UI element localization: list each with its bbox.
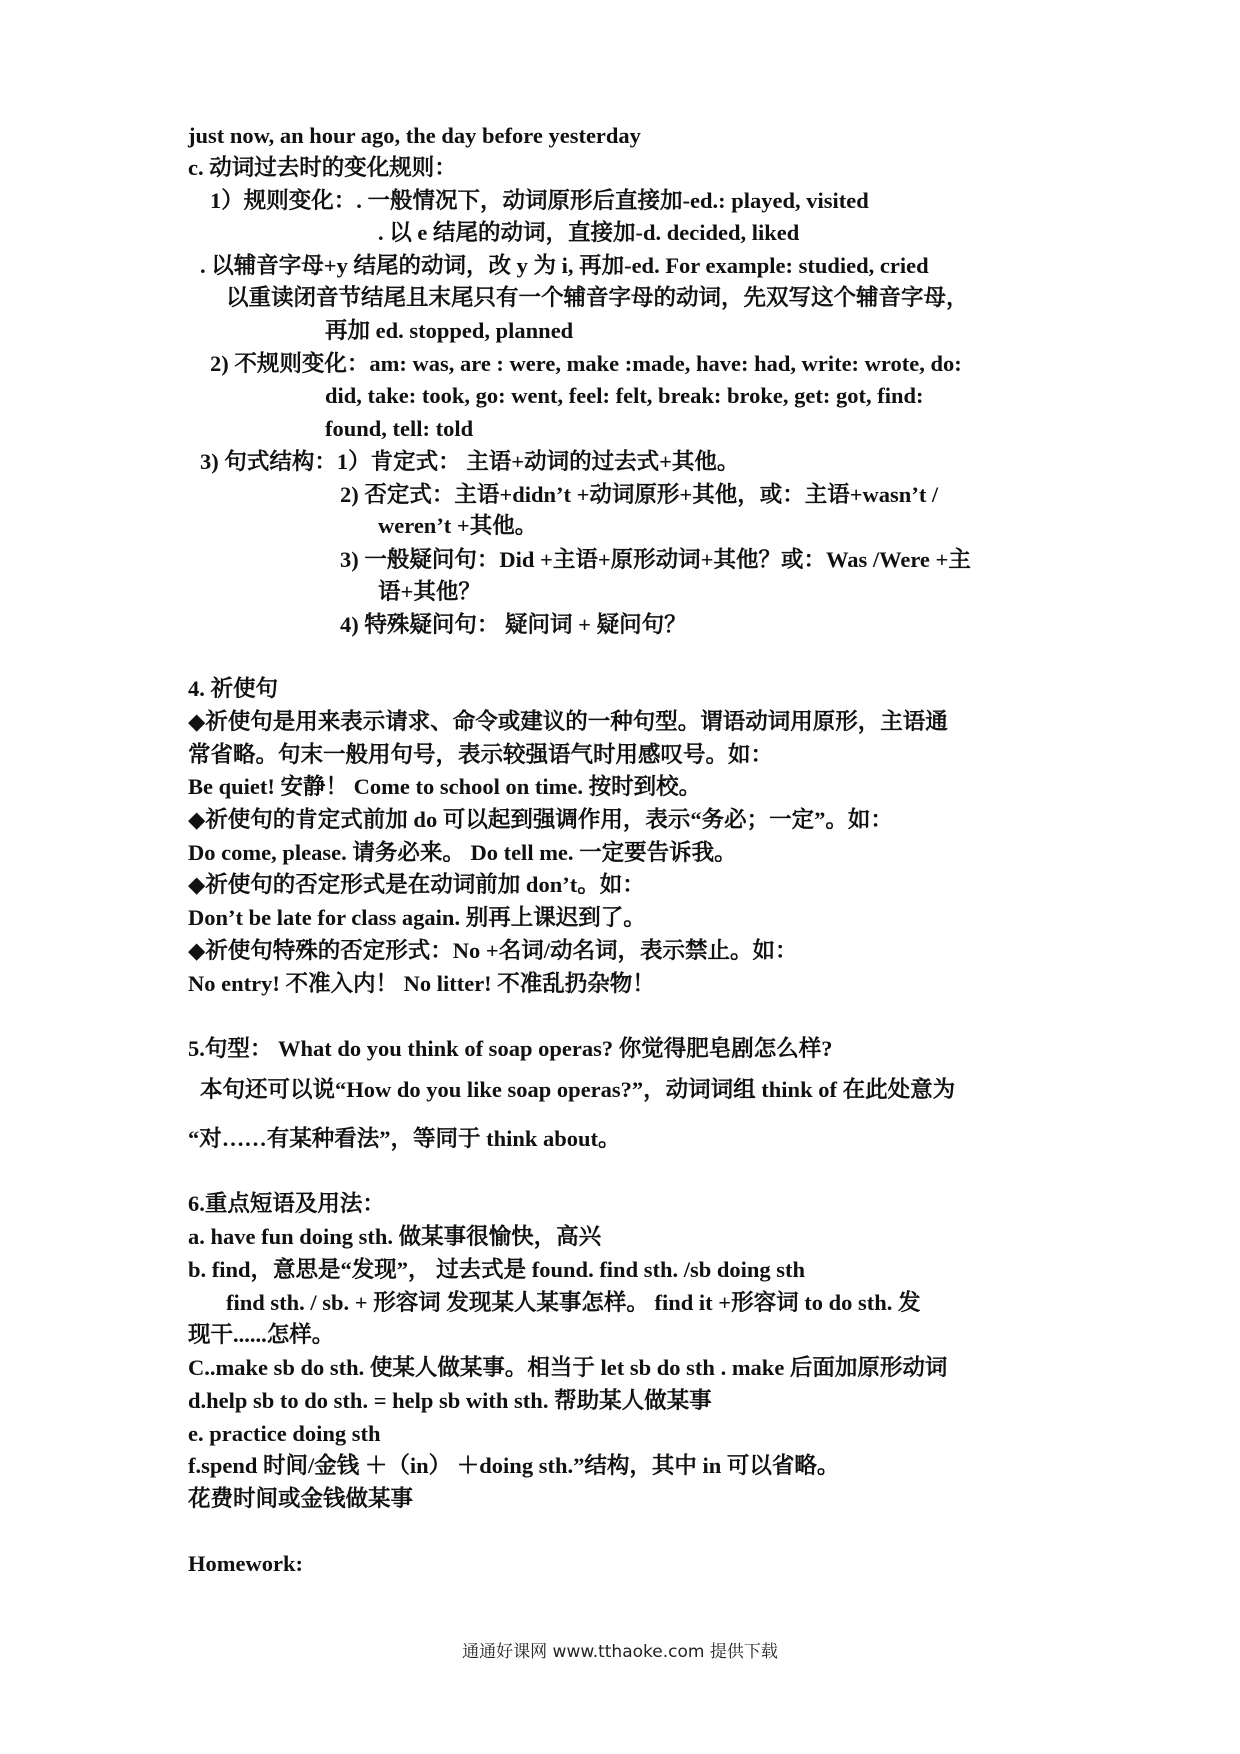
text-line: 4) 特殊疑问句： 疑问词 + 疑问句？ [340, 612, 687, 637]
page-footer: 通通好课网 www.tthaoke.com 提供下载 [462, 1642, 778, 1662]
text-line: . 以辅音字母+y 结尾的动词，改 y 为 i, 再加-ed. For example: studied, cried [200, 253, 929, 278]
text-line: 1）规则变化：. 一般情况下，动词原形后直接加-ed.: played, visited [210, 188, 869, 213]
section-heading: 4. 祈使句 [188, 676, 279, 701]
text-line: d.help sb to do sth. = help sb with sth. 帮助某人做某事 [188, 1388, 712, 1413]
text-line: weren’t +其他。 [378, 513, 538, 538]
text-line: 再加 ed. stopped, planned [325, 318, 574, 343]
text-line: 2) 不规则变化：am: was, are : were, make :made, have: had, write: wrote, do: [210, 351, 962, 376]
text-line: ◆祈使句是用来表示请求、命令或建议的一种句型。谓语动词用原形，主语通 [188, 709, 948, 734]
text-line: did, take: took, go: went, feel: felt, break: broke, get: got, find: [325, 383, 924, 408]
section-heading: 6.重点短语及用法： [188, 1191, 385, 1216]
text-line: 2) 否定式：主语+didn’t +动词原形+其他，或：主语+wasn’t / [340, 482, 939, 507]
text-line: ◆祈使句的肯定式前加 do 可以起到强调作用，表示“务必；一定”。如： [188, 807, 893, 832]
text-line: 3) 一般疑问句：Did +主语+原形动词+其他？或：Was /Were +主 [340, 547, 971, 572]
text-line: a. have fun doing sth. 做某事很愉快，高兴 [188, 1224, 602, 1249]
text-line: b. find，意思是“发现”， 过去式是 found. find sth. /sb doing sth [188, 1257, 806, 1282]
text-line: 3) 句式结构：1）肯定式： 主语+动词的过去式+其他。 [200, 449, 740, 474]
text-line: 现干......怎样。 [188, 1322, 335, 1347]
text-line: ◆祈使句特殊的否定形式：No +名词/动名词，表示禁止。如： [188, 938, 798, 963]
homework-label: Homework: [188, 1551, 303, 1576]
text-line: e. practice doing sth [188, 1421, 381, 1446]
text-line: f.spend 时间/金钱 ＋（in） ＋doing sth.”结构，其中 in 可以省略。 [188, 1453, 840, 1478]
text-line: . 以 e 结尾的动词，直接加-d. decided, liked [378, 220, 800, 245]
text-line: 以重读闭音节结尾且末尾只有一个辅音字母的动词，先双写这个辅音字母， [226, 285, 969, 310]
text-line: Do come, please. 请务必来。 Do tell me. 一定要告诉我。 [188, 840, 737, 865]
text-line: Be quiet! 安静！ Come to school on time. 按时到校。 [188, 774, 702, 799]
text-line: find sth. / sb. + 形容词 发现某人某事怎样。 find it +形容词 to do sth. 发 [226, 1290, 921, 1315]
text-line: Don’t be late for class again. 别再上课迟到了。 [188, 905, 646, 930]
text-line: 语+其他？ [378, 579, 481, 604]
text-line: 常省略。句末一般用句号，表示较强语气时用感叹号。如： [188, 742, 774, 767]
text-line: found, tell: told [325, 416, 474, 441]
text-line: 本句还可以说“How do you like soap operas?”，动词词组 think of 在此处意为 [200, 1077, 956, 1102]
text-line: C..make sb do sth. 使某人做某事。相当于 let sb do sth . make 后面加原形动词 [188, 1355, 948, 1380]
text-line: No entry! 不准入内！ No litter! 不准乱扔杂物！ [188, 971, 655, 996]
text-line: ◆祈使句的否定形式是在动词前加 don’t。如： [188, 872, 645, 897]
text-line: “对……有某种看法”，等同于 think about。 [188, 1126, 621, 1151]
text-line: c. 动词过去时的变化规则： [188, 155, 457, 180]
section-heading: 5.句型： What do you think of soap operas? 你觉得肥皂剧怎么样? [188, 1036, 833, 1061]
text-line: just now, an hour ago, the day before yesterday [188, 123, 641, 148]
text-line: 花费时间或金钱做某事 [188, 1486, 414, 1511]
